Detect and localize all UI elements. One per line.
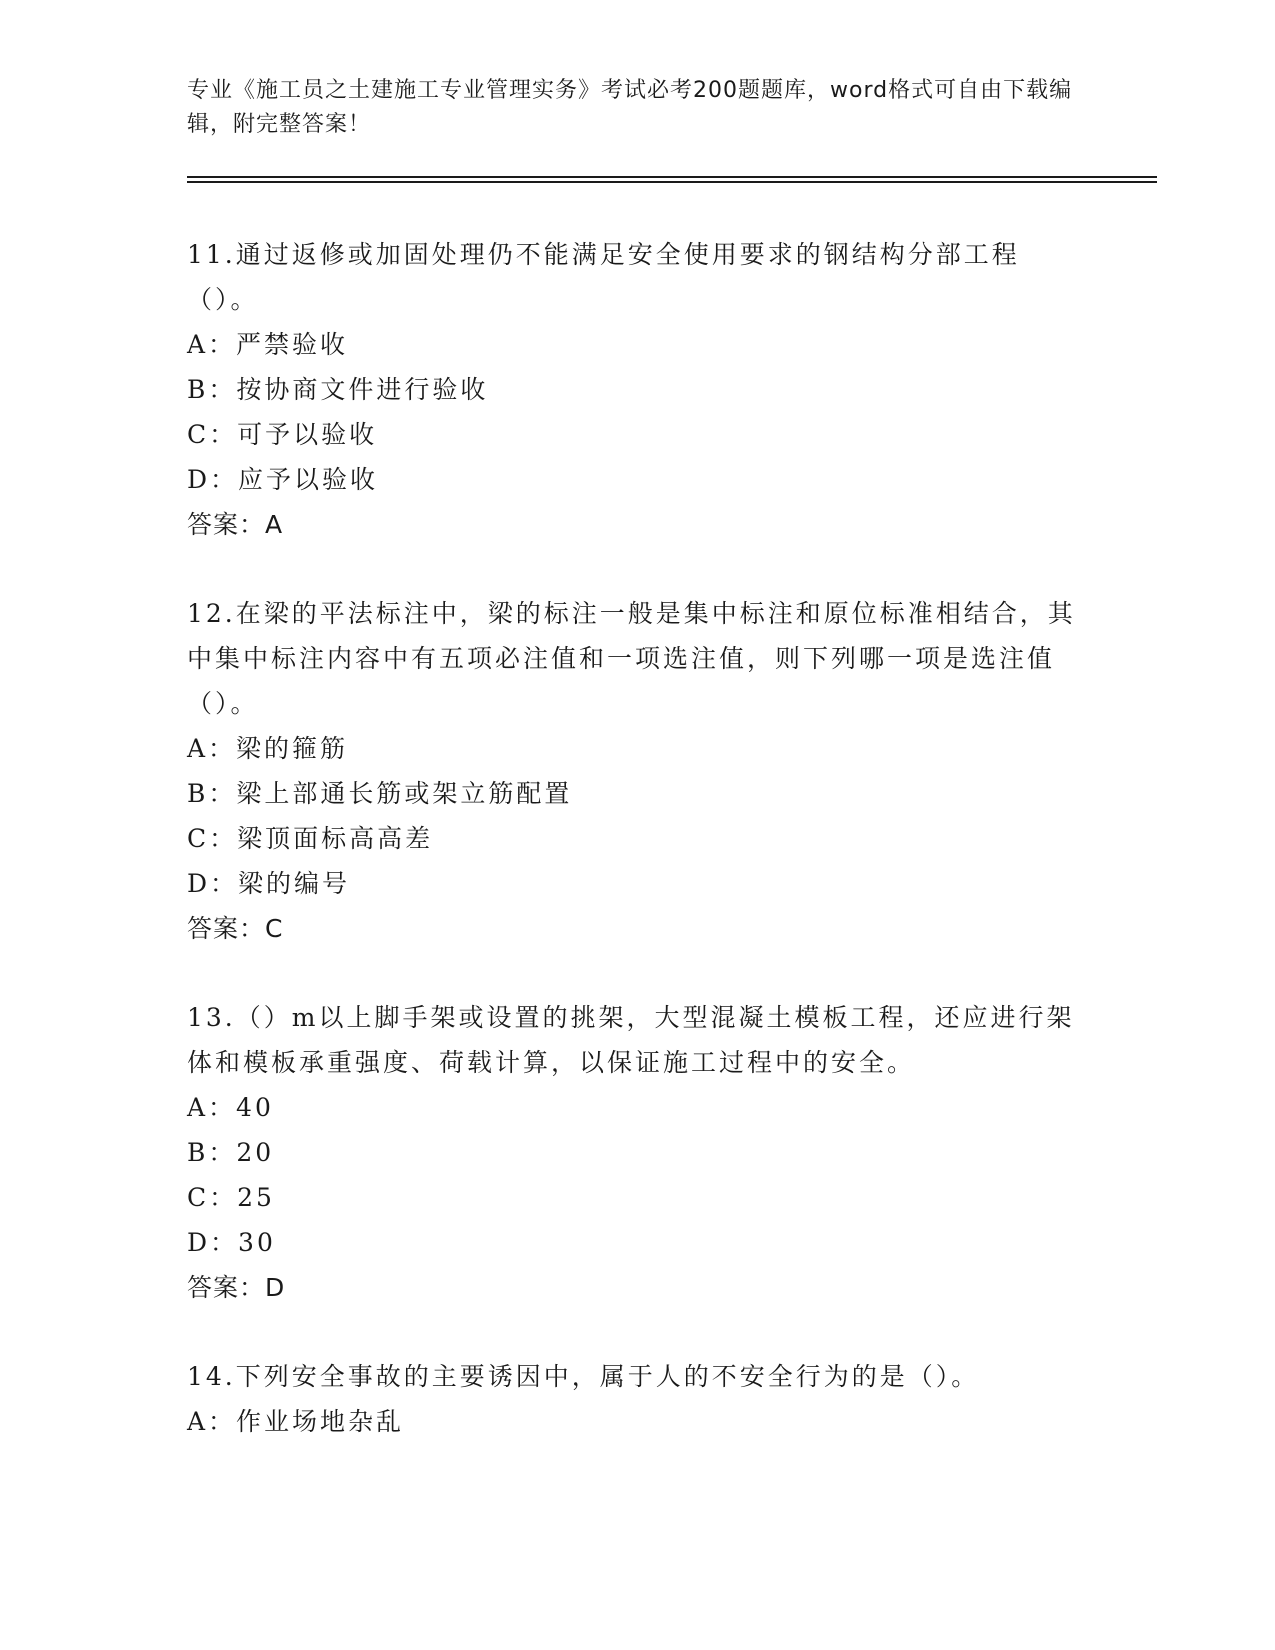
- answer-line: 答案：D: [187, 1273, 286, 1302]
- option-a: A：作业场地杂乱: [187, 1407, 405, 1436]
- header-divider-bottom: [187, 181, 1157, 183]
- question-stem: 14.下列安全事故的主要诱因中，属于人的不安全行为的是（）。: [187, 1362, 980, 1391]
- option-a: A：严禁验收: [187, 330, 349, 359]
- question-stem: 11.通过返修或加固处理仍不能满足安全使用要求的钢结构分部工程（）。: [187, 240, 1020, 314]
- option-c: C：可予以验收: [187, 420, 378, 449]
- question-11: [187, 232, 1077, 547]
- option-d: D：应予以验收: [187, 465, 379, 494]
- answer-line: 答案：A: [187, 510, 284, 539]
- question-stem: 13.（）m以上脚手架或设置的挑架，大型混凝土模板工程，还应进行架体和模板承重强度、荷载计算，以保证施工过程中的安全。: [187, 1003, 1075, 1077]
- question-stem: 12.在梁的平法标注中，梁的标注一般是集中标注和原位标准相结合，其中集中标注内容中有五项必注值和一项选注值，则下列哪一项是选注值（）。: [187, 599, 1076, 718]
- answer-line: 答案：C: [187, 914, 284, 943]
- option-a: A：40: [187, 1093, 274, 1122]
- option-c: C：25: [187, 1183, 275, 1212]
- option-c: C：梁顶面标高高差: [187, 824, 434, 853]
- question-12: [187, 591, 1077, 951]
- option-b: B：20: [187, 1138, 275, 1167]
- option-b: B：梁上部通长筋或架立筋配置: [187, 779, 573, 808]
- option-d: D：梁的编号: [187, 869, 351, 898]
- option-d: D：30: [187, 1228, 276, 1257]
- option-b: B：按协商文件进行验收: [187, 375, 489, 404]
- document-header: 专业《施工员之土建施工专业管理实务》考试必考200题题库，word格式可自由下载编辑，附完整答案！: [187, 78, 1073, 137]
- header-divider-top: [187, 176, 1157, 178]
- question-13: [187, 995, 1077, 1310]
- question-list: [187, 232, 1077, 1488]
- question-14: [187, 1354, 1077, 1444]
- option-a: A：梁的箍筋: [187, 734, 349, 763]
